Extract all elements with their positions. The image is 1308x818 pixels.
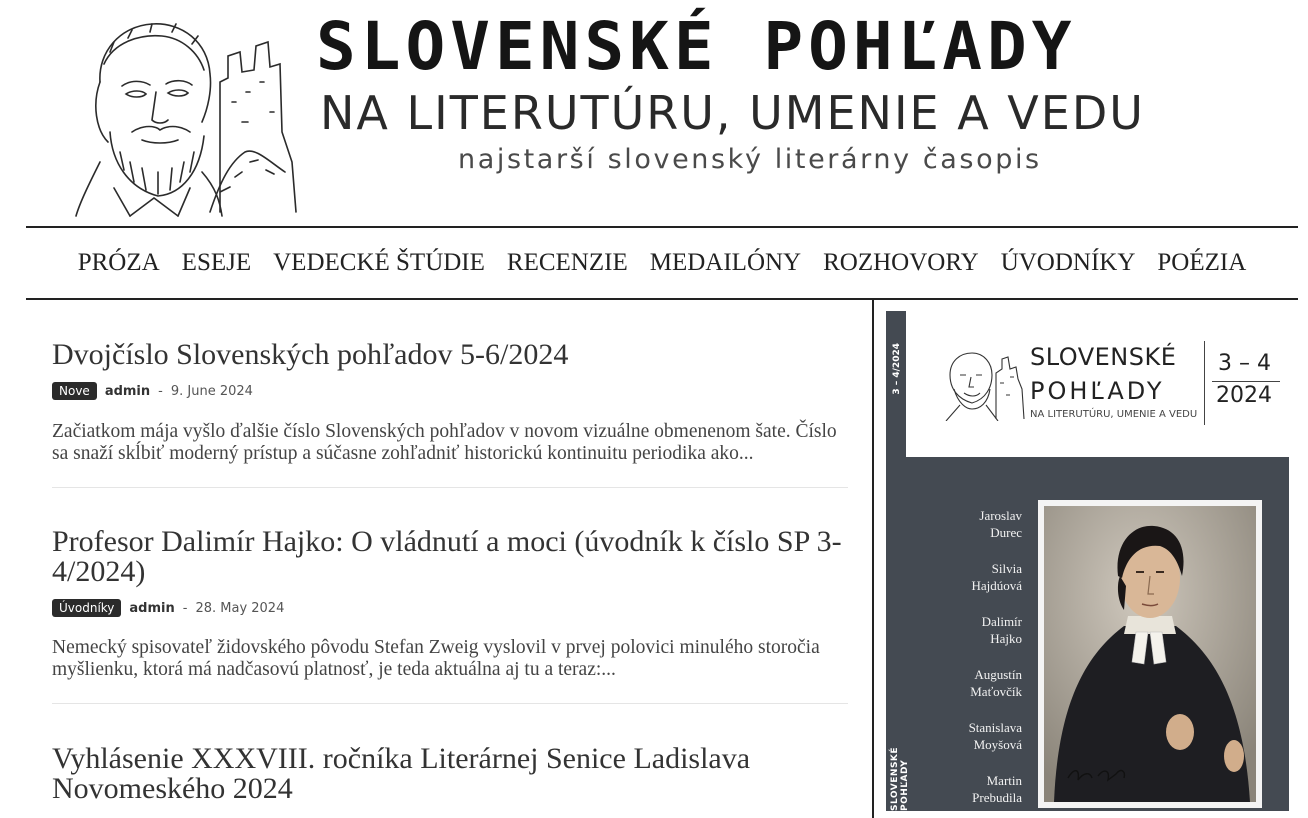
- nav-item-proza[interactable]: PRÓZA: [77, 249, 160, 276]
- cover-painting-frame: [1038, 500, 1262, 808]
- nav-item-poezia[interactable]: POÉZIA: [1157, 249, 1247, 276]
- cover-logo-portrait: [936, 349, 1026, 421]
- category-badge[interactable]: Úvodníky: [52, 599, 121, 617]
- post-excerpt: Nemecký spisovateľ židovského pôvodu Stefan Zweig vyslovil v prvej polovici minulého storočia myšlienku, ktorá má nadčasovú platnosť, je teda aktuálna aj tu a teraz:...: [52, 637, 820, 680]
- meta-separator: -: [158, 383, 163, 399]
- nav-item-medailony[interactable]: MEDAILÓNY: [649, 249, 802, 276]
- logo-portrait-illustration[interactable]: [70, 12, 300, 217]
- post-item: [52, 488, 848, 704]
- magazine-cover[interactable]: [886, 311, 1289, 811]
- cover-spine-issue: 3 – 4/2024: [892, 343, 902, 395]
- sidebar-divider: [872, 298, 874, 818]
- nav-item-uvodniky[interactable]: ÚVODNÍKY: [1000, 249, 1136, 276]
- nav-item-recenzie[interactable]: RECENZIE: [506, 249, 628, 276]
- cover-author: Stanislava Moyšová: [968, 720, 1022, 752]
- post-meta: [52, 599, 848, 617]
- category-badge[interactable]: Nove: [52, 382, 97, 400]
- cover-author: Dalimír Hajko: [981, 614, 1022, 646]
- post-title-link[interactable]: Vyhlásenie XXXVIII. ročníka Literárnej Senice Ladislava Novomeského 2024: [52, 742, 751, 805]
- post-author[interactable]: admin: [104, 383, 151, 399]
- post-item: [52, 704, 848, 804]
- post-author[interactable]: admin: [129, 600, 175, 616]
- post-list: [52, 300, 848, 804]
- cover-issue-year: 2024: [1216, 383, 1272, 408]
- post-date: 28. May 2024: [195, 600, 285, 616]
- post-date: 9. June 2024: [170, 383, 253, 399]
- cover-author: Augustín Maťovčík: [970, 667, 1022, 699]
- cover-header: [906, 311, 1289, 457]
- site-title[interactable]: SLOVENSKÉ POHĽADY: [316, 8, 1077, 85]
- nav-item-eseje[interactable]: ESEJE: [181, 249, 252, 276]
- site-tagline: najstarší slovenský literárny časopis: [458, 144, 1042, 175]
- cover-issue-number: 3 – 4: [1218, 351, 1271, 376]
- cover-divider-horizontal: [1212, 381, 1280, 382]
- cover-title-line1: SLOVENSKÉ: [1030, 343, 1177, 371]
- cover-painting-portrait: [1044, 506, 1256, 802]
- cover-author: Martin Prebudila: [972, 773, 1022, 805]
- site-subtitle: NA LITERUTÚRU, UMENIE A VEDU: [320, 86, 1145, 140]
- post-title-link[interactable]: Profesor Dalimír Hajko: O vládnutí a moci (úvodník k číslo SP 3-4/2024): [52, 525, 842, 588]
- cover-title-line3: NA LITERUTÚRU, UMENIE A VEDU: [1030, 409, 1198, 420]
- post-meta: [52, 382, 848, 400]
- meta-separator: -: [182, 600, 188, 616]
- cover-author: Jaroslav Durec: [979, 508, 1022, 540]
- post-title-link[interactable]: Dvojčíslo Slovenských pohľadov 5-6/2024: [52, 338, 569, 371]
- cover-author: Silvia Hajdúová: [971, 561, 1022, 593]
- site-header: [0, 0, 1308, 226]
- cover-author-list: [926, 507, 1022, 811]
- nav-item-rozhovory[interactable]: ROZHOVORY: [823, 249, 979, 276]
- cover-spine-title: SLOVENSKÉ POHĽADY: [890, 746, 910, 811]
- main-navigation: [26, 226, 1298, 300]
- cover-title-line2: POHĽADY: [1030, 377, 1165, 405]
- post-item: [52, 300, 848, 488]
- cover-divider-vertical: [1204, 341, 1205, 425]
- nav-item-vedecke-studie[interactable]: VEDECKÉ ŠTÚDIE: [273, 249, 485, 276]
- post-excerpt: Začiatkom mája vyšlo ďalšie číslo Slovenských pohľadov v novom vizuálne obmenenom šate. Číslo sa snaží skĺbiť moderný prístup a súčasne zohľadniť historickú kontinuitu periodika ako...: [52, 421, 837, 464]
